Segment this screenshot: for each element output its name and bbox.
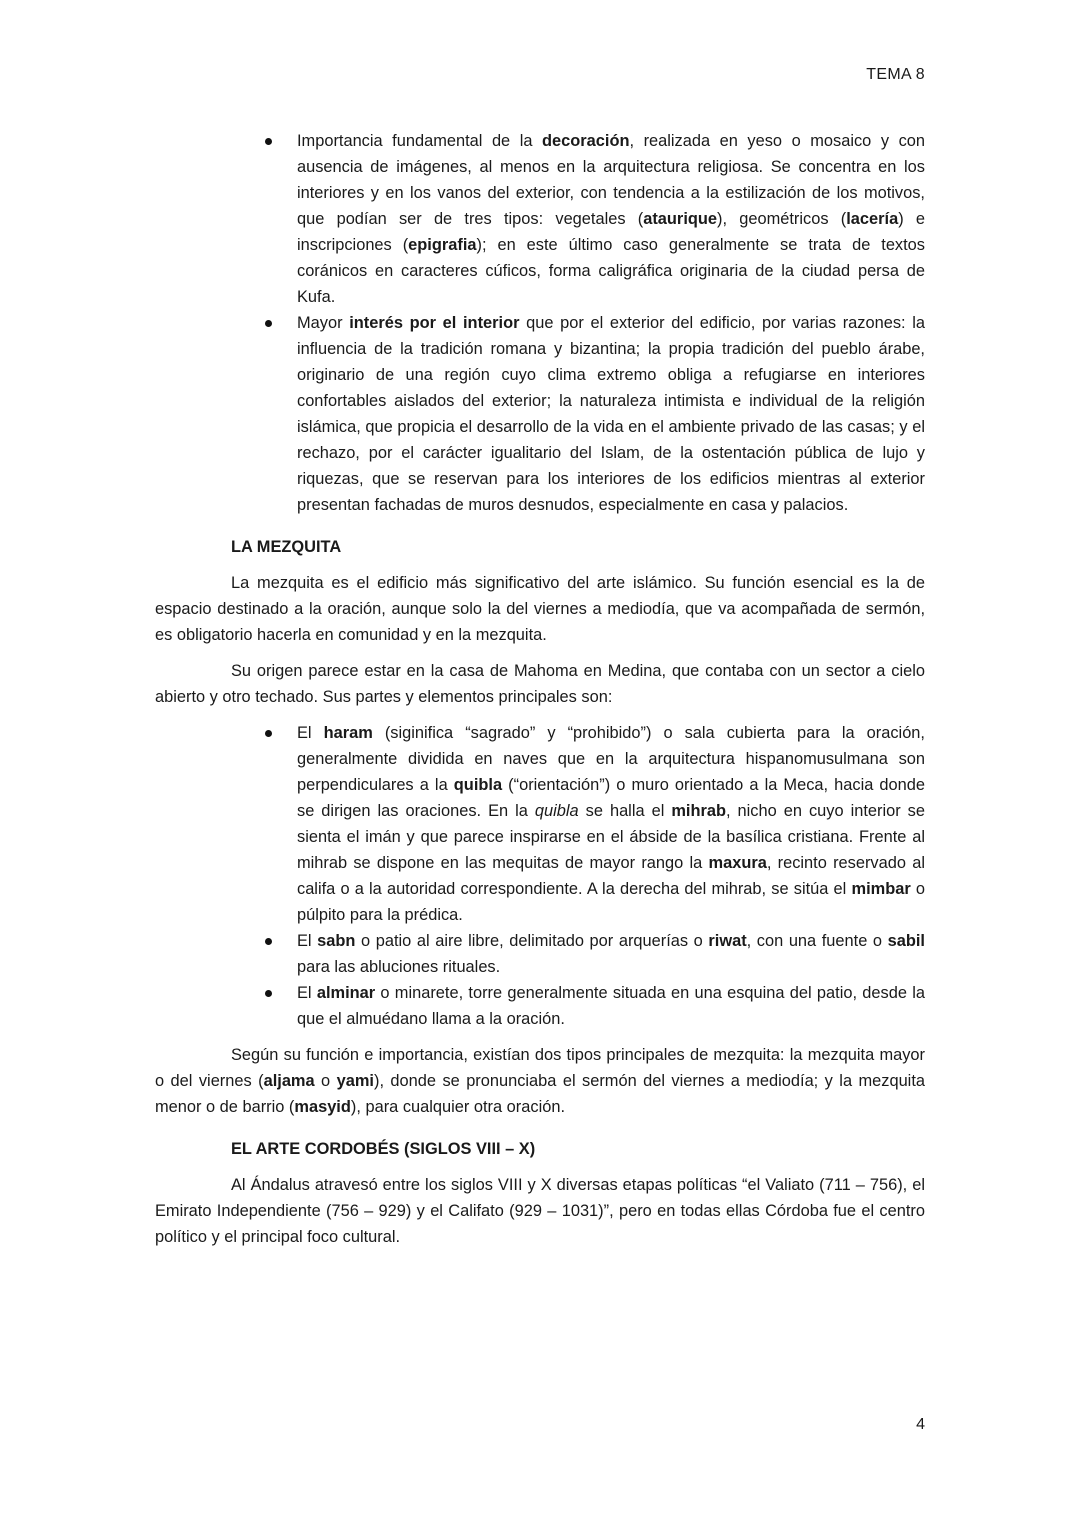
text-run: ) e inscripciones ( <box>297 210 925 254</box>
bullet-list-mosque-parts <box>155 720 925 1032</box>
text-run: o púlpito para la prédica. <box>297 880 926 924</box>
bold-term: yami <box>336 1072 374 1090</box>
text-run: ); en este último caso generalmente se trata de textos coránicos en caracteres cúficos, forma caligráfica originaria de la ciudad persa de Kufa. <box>297 236 925 306</box>
bullet-item <box>155 310 925 518</box>
bold-term: sabn <box>317 932 356 950</box>
text-run: o minarete, torre generalmente situada en una esquina del patio, desde la que el almuédano llama a la oración. <box>297 984 925 1028</box>
bullet-icon <box>265 990 272 997</box>
bold-term: interés por el interior <box>349 314 520 332</box>
bold-term: aljama <box>263 1072 315 1090</box>
bold-term: decoración <box>542 132 630 150</box>
text-run: , nicho en cuyo interior se sienta el imán y que parece inspirarse en el ábside de la basílica cristiana. Frente al mihrab se dispone en las mequitas de mayor rango la <box>297 802 925 872</box>
bullet-icon <box>265 730 272 737</box>
text-run: , realizada en yeso o mosaico y con ausencia de imágenes, al menos en la arquitectura religiosa. Se concentra en los interiores y en los vanos del exterior, con tendencia a la estilización de los motivos, que podían ser de tres tipos: vegetales ( <box>297 132 925 228</box>
page-header: TEMA 8 <box>866 66 925 83</box>
paragraph-group-mezquita <box>155 570 925 710</box>
text-run: La mezquita es el edificio más significativo del arte islámico. Su función esencial es la de espacio destinado a la oración, aunque solo la del viernes a mediodía, que va acompañada de sermón, es obligatorio hacerla en comunidad y en la mezquita. <box>155 574 925 644</box>
text-run: para las abluciones rituales. <box>297 958 501 976</box>
text-run: Mayor <box>297 314 350 332</box>
paragraph <box>155 658 925 710</box>
text-run: , con una fuente o <box>746 932 888 950</box>
bold-term: mimbar <box>851 880 911 898</box>
bullet-item <box>155 928 925 980</box>
text-run: El <box>297 984 317 1002</box>
text-run: Importancia fundamental de la <box>297 132 543 150</box>
bold-term: masyid <box>294 1098 351 1116</box>
text-run: (siginifica “sagrado” y “prohibido”) o sala cubierta para la oración, generalmente dividida en naves que en la arquitectura hispanomusulmana son perpendiculares a la <box>297 724 925 794</box>
bullet-list-features <box>155 128 925 518</box>
text-run: se halla el <box>578 802 672 820</box>
italic-term: quibla <box>534 802 579 820</box>
text-run: o <box>314 1072 337 1090</box>
bullet-icon <box>265 138 272 145</box>
bold-term: haram <box>323 724 373 742</box>
bold-term: mihrab <box>671 802 726 820</box>
text-run: que por el exterior del edificio, por varias razones: la influencia de la tradición romana y bizantina; la propia tradición del pueblo árabe, originario de una región cuyo clima extremo obliga a refugiarse en interiores confortables aislados del exterior; la naturaleza intimista e individual de la religión islámica, que propicia el desarrollo de la vida en el ambiente privado de las casas; y el rechazo, por el carácter igualitario del Islam, de la ostentación pública de lujo y riquezas, que se reservan para los interiores de los edificios mientras al exterior presentan fachadas de muros desnudos, especialmente en casa y palacios. <box>297 314 925 514</box>
bold-term: alminar <box>316 984 376 1002</box>
text-run: , recinto reservado al califa o a la autoridad correspondiente. A la derecha del mihrab, se sitúa el <box>297 854 925 898</box>
text-run: Al Ándalus atravesó entre los siglos VIII y X diversas etapas políticas “el Valiato (711 – 756), el Emirato Independiente (756 – 929) y el Califato (929 – 1031)”, pero en todas ellas Córdoba fue el centro político y el principal foco cultural. <box>155 1176 925 1246</box>
text-run: ), donde se pronunciaba el sermón del viernes a mediodía; y la mezquita menor o de barrio ( <box>155 1072 925 1116</box>
text-run: ), geométricos ( <box>717 210 847 228</box>
paragraph <box>155 1042 925 1120</box>
bold-term: epigrafia <box>408 236 477 254</box>
bold-term: riwat <box>708 932 747 950</box>
paragraph-group-cordobes <box>155 1172 925 1250</box>
text-run: o patio al aire libre, delimitado por arquerías o <box>355 932 709 950</box>
text-run: El <box>297 724 324 742</box>
bullet-icon <box>265 320 272 327</box>
bullet-item <box>155 980 925 1032</box>
page-content <box>155 128 925 1260</box>
section-heading-arte-cordobes: EL ARTE CORDOBÉS (SIGLOS VIII – X) <box>231 1140 536 1158</box>
paragraph-group-mosque-types <box>155 1042 925 1120</box>
section-heading-mezquita: LA MEZQUITA <box>231 538 342 556</box>
bold-term: maxura <box>708 854 767 872</box>
text-run: Según su función e importancia, existían dos tipos principales de mezquita: la mezquita mayor o del viernes ( <box>155 1046 925 1090</box>
paragraph <box>155 1172 925 1250</box>
text-run: ), para cualquier otra oración. <box>350 1098 565 1116</box>
bold-term: quibla <box>453 776 503 794</box>
bold-term: sabil <box>887 932 925 950</box>
bullet-icon <box>265 938 272 945</box>
bullet-item <box>155 128 925 310</box>
text-run: Su origen parece estar en la casa de Mahoma en Medina, que contaba con un sector a cielo abierto y otro techado. Sus partes y elementos principales son: <box>155 662 925 706</box>
page-number: 4 <box>916 1416 925 1433</box>
bullet-item <box>155 720 925 928</box>
paragraph <box>155 570 925 648</box>
text-run: El <box>297 932 318 950</box>
bold-term: lacería <box>846 210 899 228</box>
text-run: (“orientación”) o muro orientado a la Meca, hacia donde se dirigen las oraciones. En la <box>297 776 926 820</box>
bold-term: ataurique <box>643 210 718 228</box>
